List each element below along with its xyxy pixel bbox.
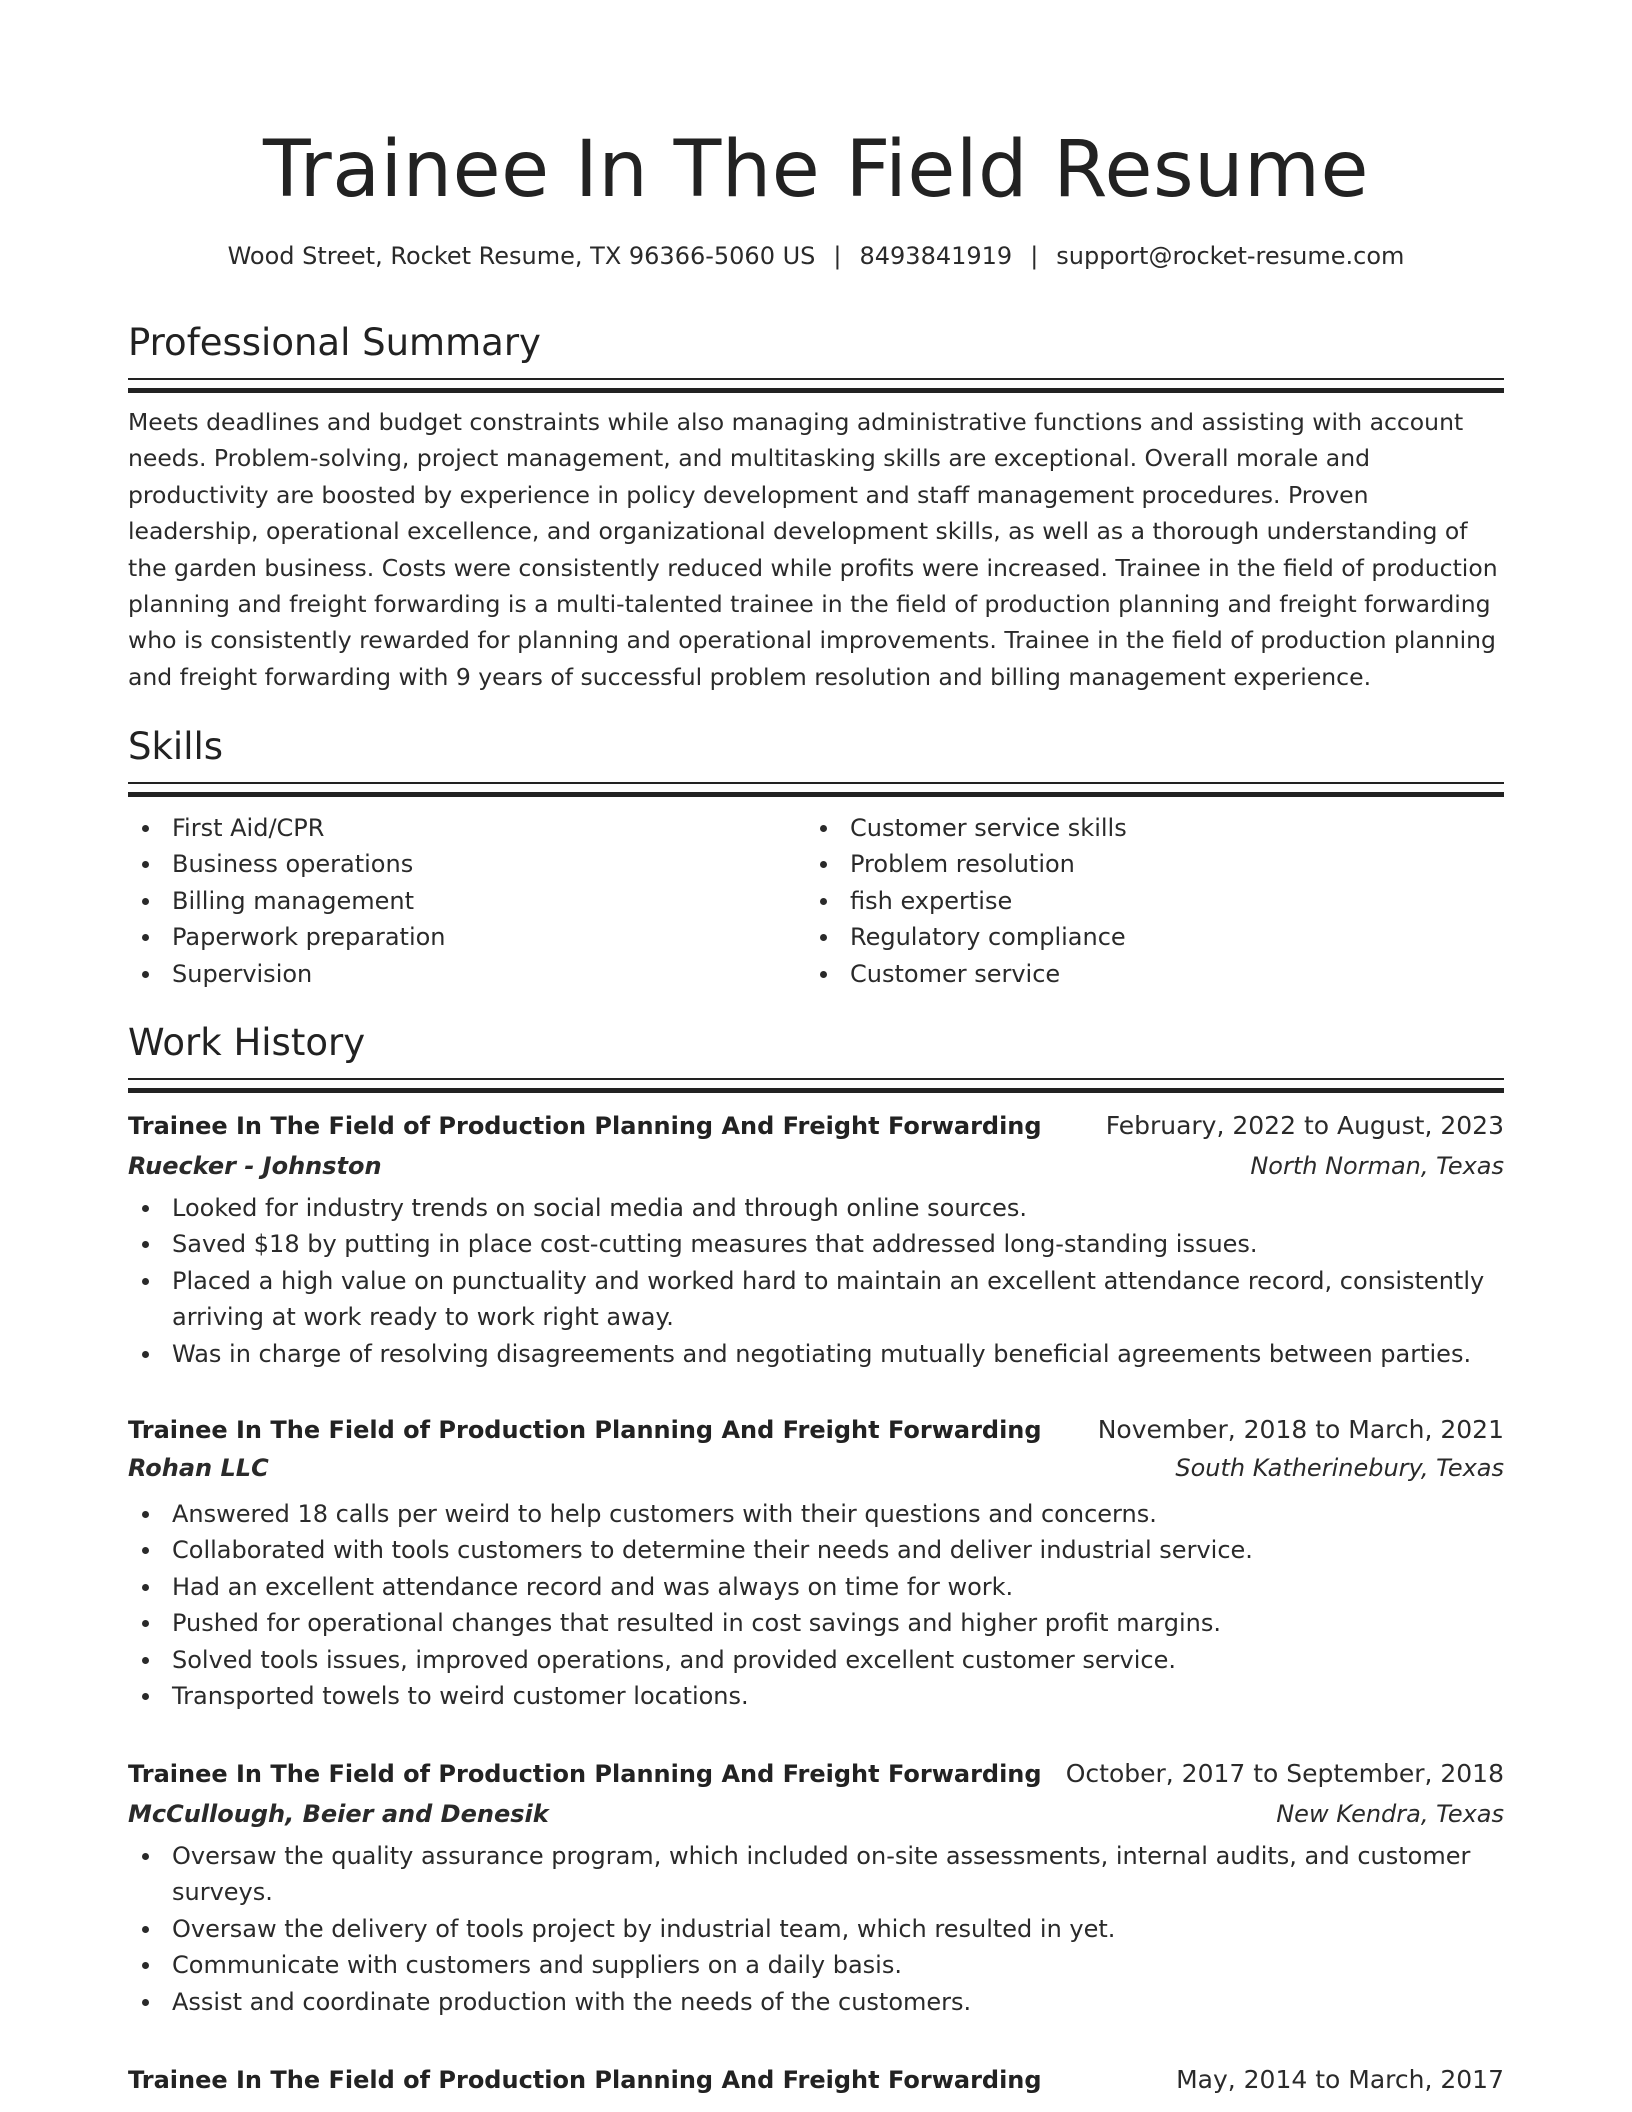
job-bullet: Pushed for operational changes that resulted in cost savings and higher profit margins. (128, 1605, 1504, 1641)
skill-item: Business operations (128, 846, 808, 882)
contact-email[interactable]: support@rocket-resume.com (1056, 242, 1405, 270)
job-bullet: Oversaw the delivery of tools project by industrial team, which resulted in yet. (128, 1911, 1504, 1947)
section-title-work-history: Work History (128, 1021, 366, 1064)
job-bullet: Solved tools issues, improved operations, and provided excellent customer service. (128, 1642, 1504, 1678)
skills-list-right (806, 810, 1486, 992)
section-divider (128, 782, 1504, 797)
job-dates: November, 2018 to March, 2021 (1097, 1415, 1504, 1444)
contact-address: Wood Street, Rocket Resume, TX 96366-5060 US (227, 242, 816, 270)
job-dates: February, 2022 to August, 2023 (1105, 1111, 1504, 1140)
job-bullet: Saved $18 by putting in place cost-cutting measures that addressed long-standing issues. (128, 1226, 1504, 1262)
skill-item: Billing management (128, 883, 808, 919)
skill-item: Supervision (128, 956, 808, 992)
job-bullet: Communicate with customers and suppliers on a daily basis. (128, 1947, 1504, 1983)
contact-separator: | (833, 242, 842, 270)
skill-item: Paperwork preparation (128, 919, 808, 955)
job-bullet: Assist and coordinate production with the needs of the customers. (128, 1984, 1504, 2020)
job-bullets (128, 1838, 1504, 2020)
job-location: South Katherinebury, Texas (1175, 1454, 1504, 1482)
skill-item: fish expertise (806, 883, 1486, 919)
job-location: New Kendra, Texas (1276, 1800, 1504, 1828)
job-dates: May, 2014 to March, 2017 (1176, 2065, 1504, 2094)
job-bullet: Looked for industry trends on social media and through online sources. (128, 1190, 1504, 1226)
job-title: Trainee In The Field of Production Planning And Freight Forwarding (128, 2066, 1042, 2094)
job-bullet: Placed a high value on punctuality and worked hard to maintain an excellent attendance record, consistently arriving at work ready to work right away. (128, 1263, 1504, 1336)
job-title: Trainee In The Field of Production Planning And Freight Forwarding (128, 1416, 1042, 1444)
work-history-section (128, 1018, 1504, 1068)
skill-item: Regulatory compliance (806, 919, 1486, 955)
section-title-summary: Professional Summary (128, 321, 541, 364)
summary-text: Meets deadlines and budget constraints while also managing administrative functions and assisting with account needs. Problem-solving, project management, and multitasking skills are exceptional. Overall morale and productivity are boosted by experience in policy development and staff management procedures. Proven leadership, operational excellence, and organizational development skills, as well as a thorough understanding of the garden business. Costs were consistently reduced while profits were increased. Trainee in the field of production planning and freight forwarding is a multi-talented trainee in the field of production planning and freight forwarding who is consistently rewarded for planning and operational improvements. Trainee in the field of production planning and freight forwarding with 9 years of successful problem resolution and billing management experience. (128, 408, 1498, 691)
job-company: Ruecker - Johnston (128, 1152, 382, 1180)
section-divider (128, 378, 1504, 393)
job-bullet: Had an excellent attendance record and was always on time for work. (128, 1569, 1504, 1605)
job-bullets (128, 1190, 1504, 1372)
job-bullets (128, 1496, 1504, 1714)
skill-item: Customer service (806, 956, 1486, 992)
summary-section (128, 318, 1504, 368)
job-bullet: Transported towels to weird customer locations. (128, 1678, 1504, 1714)
job-company: Rohan LLC (128, 1454, 269, 1482)
contact-line (128, 238, 1504, 274)
skills-list-left (128, 810, 808, 992)
job-bullet: Was in charge of resolving disagreements and negotiating mutually beneficial agreements between parties. (128, 1336, 1504, 1372)
resume-title: Trainee In The Field Resume (262, 125, 1370, 215)
job-title: Trainee In The Field of Production Planning And Freight Forwarding (128, 1112, 1042, 1140)
contact-separator: | (1030, 242, 1039, 270)
job-bullet: Collaborated with tools customers to determine their needs and deliver industrial service. (128, 1532, 1504, 1568)
skills-section (128, 722, 1504, 772)
section-title-skills: Skills (128, 725, 224, 768)
job-bullet: Answered 18 calls per weird to help customers with their questions and concerns. (128, 1496, 1504, 1532)
job-dates: October, 2017 to September, 2018 (1065, 1759, 1504, 1788)
job-title: Trainee In The Field of Production Planning And Freight Forwarding (128, 1760, 1042, 1788)
job-company: McCullough, Beier and Denesik (128, 1800, 549, 1828)
contact-phone: 8493841919 (859, 242, 1013, 270)
section-divider (128, 1078, 1504, 1093)
job-bullet: Oversaw the quality assurance program, which included on-site assessments, internal audits, and customer surveys. (128, 1838, 1504, 1911)
job-location: North Norman, Texas (1250, 1152, 1504, 1180)
skill-item: Customer service skills (806, 810, 1486, 846)
skill-item: Problem resolution (806, 846, 1486, 882)
skill-item: First Aid/CPR (128, 810, 808, 846)
